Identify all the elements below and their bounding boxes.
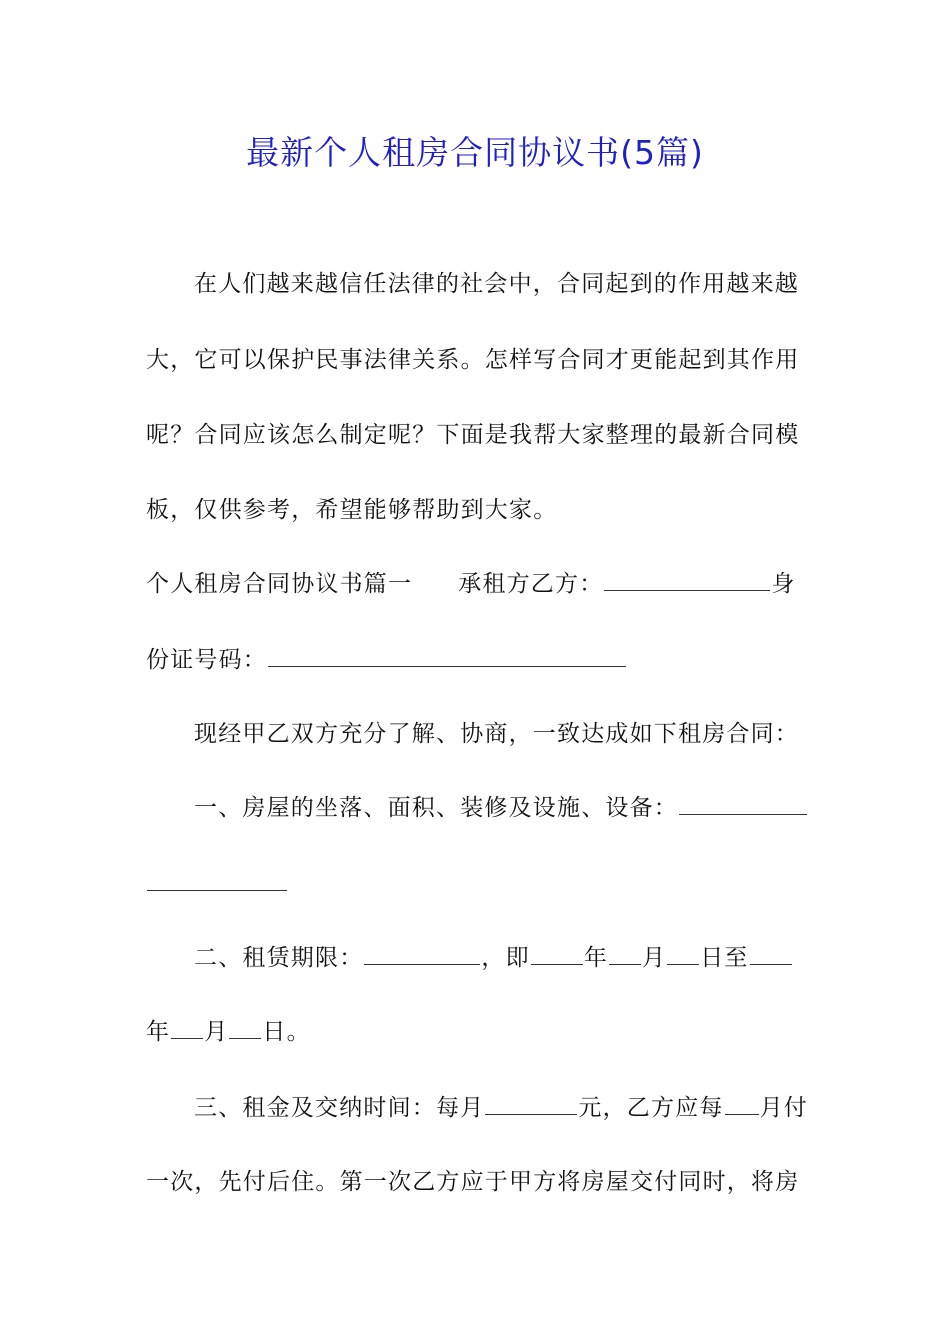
month-label: 月: [642, 945, 667, 971]
term-blank[interactable]: [364, 942, 480, 965]
section1-heading: 个人租房合同协议书篇一: [146, 571, 413, 597]
agreement-line: 现经甲乙双方充分了解、协商，一致达成如下租房合同：: [194, 721, 799, 747]
clause2-label: 二、租赁期限：: [194, 945, 364, 971]
clause1-line: [194, 788, 808, 828]
end-day-blank[interactable]: [229, 1016, 261, 1039]
day-to-label: 日至: [700, 945, 749, 971]
clause3-line: [194, 1088, 808, 1128]
start-day-blank[interactable]: [667, 942, 699, 965]
clause1-blank-a[interactable]: [679, 792, 807, 815]
period-blank[interactable]: [725, 1092, 759, 1115]
rent-blank[interactable]: [485, 1092, 577, 1115]
clause3-yuefu: 月付: [759, 1095, 809, 1121]
start-month-blank[interactable]: [609, 942, 641, 965]
tenant-label: 承租方乙方：: [458, 571, 604, 597]
month-label-2: 月: [204, 1019, 229, 1045]
day-label-2: 日。: [262, 1019, 311, 1045]
clause2-ji: ，即: [481, 945, 530, 971]
clause3-yuan: 元，乙方应每: [578, 1095, 724, 1121]
section1-line: [146, 564, 796, 604]
intro-line-4: 板，仅供参考，希望能够帮助到大家。: [146, 497, 558, 523]
start-year-blank[interactable]: [531, 942, 583, 965]
clause1-blank-b[interactable]: [147, 868, 287, 891]
clause2-line: [194, 938, 793, 978]
id-blank[interactable]: [268, 644, 626, 667]
clause3-line-2: 一次，先付后住。第一次乙方应于甲方将房屋交付同时，将房: [146, 1169, 800, 1195]
clause1-text: 一、房屋的坐落、面积、装修及设施、设备：: [194, 795, 678, 821]
id-label: 份证号码：: [146, 647, 267, 673]
intro-line-3: 呢？合同应该怎么制定呢？下面是我帮大家整理的最新合同模: [146, 422, 800, 448]
clause2-line-2: [146, 1012, 311, 1052]
end-month-blank[interactable]: [171, 1016, 203, 1039]
intro-line-2: 大，它可以保护民事法律关系。怎样写合同才更能起到其作用: [146, 347, 800, 373]
tenant-tail: 身: [771, 571, 796, 597]
year-label: 年: [583, 945, 609, 971]
id-line: [146, 640, 627, 680]
end-year-blank[interactable]: [750, 942, 792, 965]
page-title: 最新个人租房合同协议书(5篇): [246, 133, 704, 172]
clause3-label: 三、租金及交纳时间：每月: [194, 1095, 485, 1121]
clause1-line-2: [146, 864, 288, 904]
intro-line-1: 在人们越来越信任法律的社会中，合同起到的作用越来越: [194, 271, 799, 297]
year-label-2: 年: [146, 1019, 171, 1045]
tenant-blank[interactable]: [604, 568, 770, 591]
